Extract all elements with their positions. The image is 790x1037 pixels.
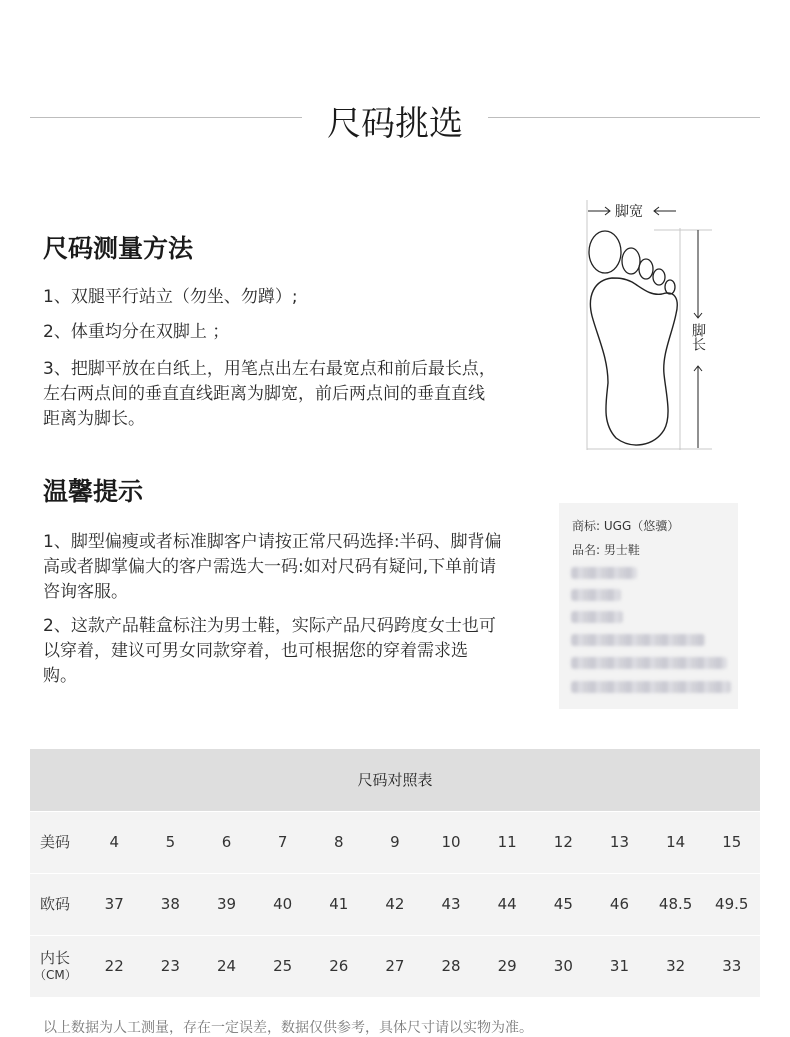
blurred-line-3 bbox=[571, 611, 623, 623]
row-label-insole bbox=[30, 936, 86, 997]
table-cell: 27 bbox=[385, 957, 405, 975]
table-row-eu bbox=[30, 873, 760, 935]
page-title: 尺码挑选 bbox=[327, 104, 463, 144]
foot-width-label: 脚宽 bbox=[615, 204, 643, 220]
table-cell: 25 bbox=[273, 957, 293, 975]
table-cell: 8 bbox=[334, 833, 344, 851]
table-cell: 24 bbox=[216, 957, 237, 975]
table-cell: 44 bbox=[497, 895, 517, 913]
table-cell: 6 bbox=[221, 833, 232, 851]
row-label-us: 美码 bbox=[40, 833, 71, 851]
table-cell: 10 bbox=[441, 833, 461, 851]
measure-step-1: 1、双腿平行站立（勿坐、勿蹲）; bbox=[43, 287, 298, 307]
product-label-card bbox=[559, 503, 738, 709]
blurred-line-1 bbox=[571, 567, 637, 579]
table-cell: 46 bbox=[609, 895, 630, 913]
table-cell: 48.5 bbox=[658, 895, 693, 913]
table-cell: 41 bbox=[329, 895, 349, 913]
table-cell: 38 bbox=[160, 895, 180, 913]
label-brand-line: 商标: UGG（悠骥） bbox=[572, 519, 680, 533]
table-cell: 32 bbox=[666, 957, 686, 975]
row-label-insole-unit: （CM） bbox=[34, 967, 77, 982]
table-cell: 9 bbox=[390, 833, 400, 851]
table-row-insole bbox=[30, 935, 760, 997]
table-cell: 29 bbox=[497, 957, 517, 975]
row-label-insole-text: 内长 bbox=[40, 948, 71, 967]
table-cell: 31 bbox=[609, 957, 630, 975]
table-cell: 40 bbox=[273, 895, 293, 913]
tip-2: 2、这款产品鞋盒标注为男士鞋，实际产品尺码跨度女士也可以穿着，建议可男女同款穿着，也可根据您的穿着需求选购。 bbox=[43, 616, 496, 686]
table-cell: 22 bbox=[104, 957, 124, 975]
table-cell: 30 bbox=[553, 957, 573, 975]
table-cell: 28 bbox=[441, 957, 461, 975]
size-chart-title: 尺码对照表 bbox=[30, 749, 760, 811]
table-cell: 45 bbox=[553, 895, 573, 913]
blurred-line-6 bbox=[571, 681, 731, 693]
table-cell: 7 bbox=[277, 833, 288, 851]
table-cell: 23 bbox=[160, 957, 180, 975]
size-chart-table bbox=[30, 749, 760, 997]
table-cell: 26 bbox=[329, 957, 349, 975]
blurred-line-4 bbox=[571, 634, 705, 646]
foot-length-label: 脚长 bbox=[690, 323, 706, 351]
table-cell: 14 bbox=[666, 833, 686, 851]
measure-step-2: 2、体重均分在双脚上 ； bbox=[43, 322, 230, 342]
table-cell: 11 bbox=[497, 833, 517, 851]
table-cell: 13 bbox=[609, 833, 630, 851]
tips-heading: 温馨提示 bbox=[43, 477, 144, 506]
foot-diagram bbox=[584, 198, 714, 452]
table-cell: 42 bbox=[385, 895, 405, 913]
label-name-line: 品名: 男士鞋 bbox=[572, 543, 640, 557]
table-cell: 37 bbox=[104, 895, 124, 913]
table-cell: 5 bbox=[165, 833, 176, 851]
table-cell: 39 bbox=[216, 895, 237, 913]
blurred-line-2 bbox=[571, 589, 621, 601]
table-cell: 43 bbox=[441, 895, 461, 913]
table-cell: 15 bbox=[722, 833, 742, 851]
footnote: 以上数据为人工测量，存在一定误差，数据仅供参考，具体尺寸请以实物为准。 bbox=[43, 1020, 533, 1036]
table-row-us bbox=[30, 811, 760, 873]
table-cell: 4 bbox=[109, 833, 119, 851]
blurred-line-5 bbox=[571, 657, 727, 669]
table-cell: 33 bbox=[722, 957, 742, 975]
tip-1: 1、脚型偏瘦或者标准脚客户请按正常尺码选择:半码、脚背偏高或者脚掌偏大的客户需选大一码:如对尺码有疑问,下单前请咨询客服。 bbox=[43, 532, 502, 602]
measure-step-3: 3、把脚平放在白纸上，用笔点出左右最宽点和前后最长点，左右两点间的垂直直线距离为脚宽，前后两点间的垂直直线距离为脚长。 bbox=[43, 359, 496, 429]
measure-heading: 尺码测量方法 bbox=[43, 234, 194, 263]
row-label-eu: 欧码 bbox=[40, 895, 71, 913]
table-cell: 49.5 bbox=[715, 895, 749, 913]
table-cell: 12 bbox=[553, 833, 573, 851]
